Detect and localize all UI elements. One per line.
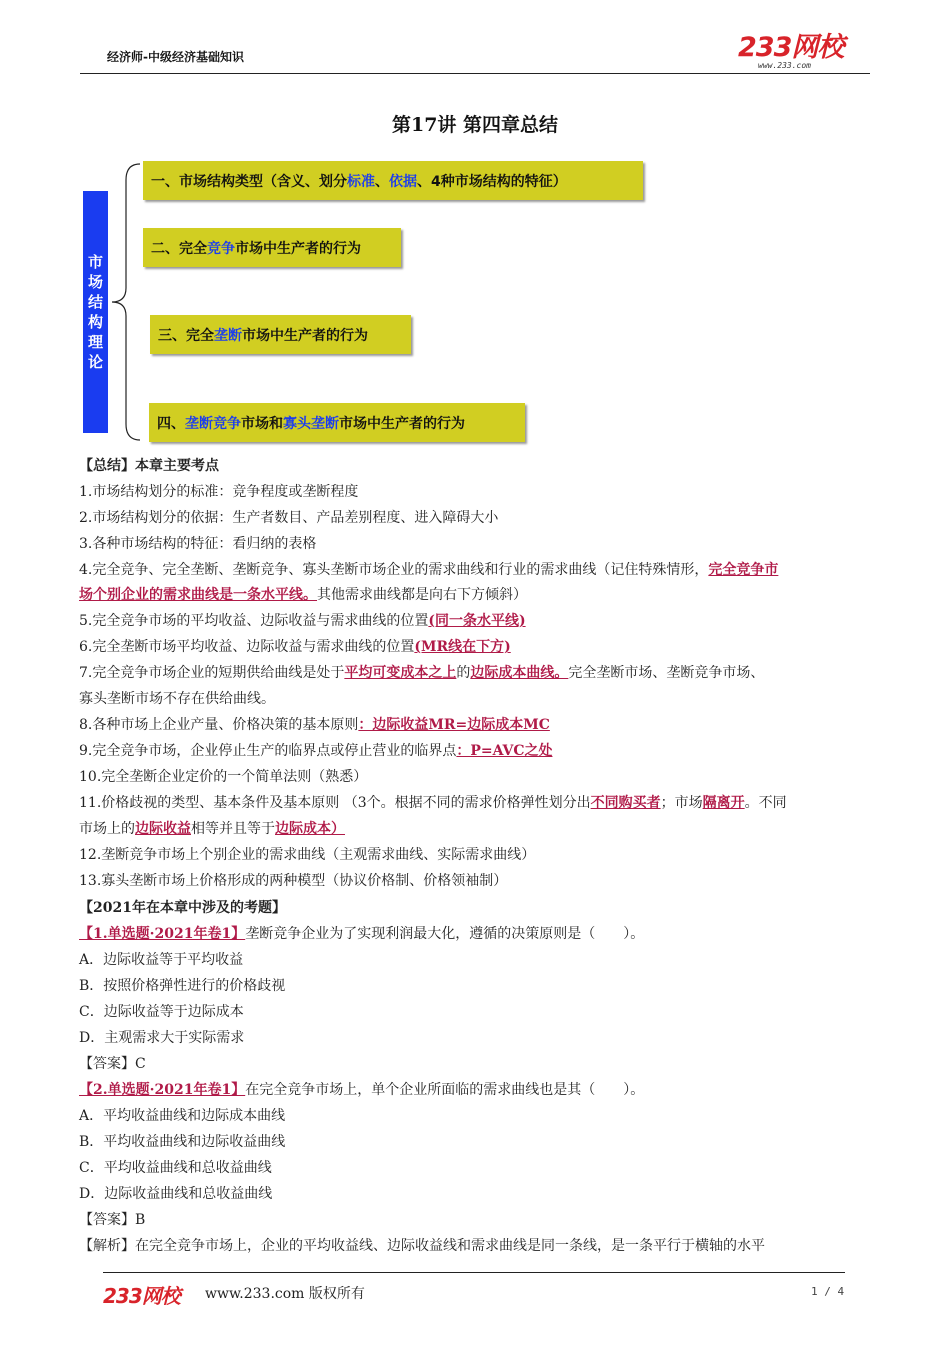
q1-tag: 【1.单选题·2021年卷1】 [79,926,246,942]
p11a-text: 11.价格歧视的类型、基本条件及基本原则 （3个。根据不同的需求价格弹性划分出 [79,795,591,811]
summary-point-7-line1 [79,664,764,682]
page-title: 第17讲 第四章总结 [391,114,559,136]
q1-text: 垄断竞争企业为了实现利润最大化，遵循的决策原则是（ ）。 [245,926,645,942]
q2-tag: 【2.单选题·2021年卷1】 [79,1082,246,1098]
p11a-highlight-2: 隔离开 [702,795,745,811]
p11b-mid: 相等并且等于 [191,821,275,837]
box1-blue-basis: 依据 [389,173,417,190]
box2-blue: 竞争 [207,240,235,257]
p7a-mid: 的 [456,665,471,681]
p11a-highlight-1: 不同购买者 [590,795,661,811]
box4-blue-monopolistic-competition: 垄断竞争 [185,415,241,432]
q2-option-c: C．平均收益曲线和总收益曲线 [79,1160,272,1176]
footer-divider [103,1272,845,1273]
q1-option-c: C．边际收益等于边际成本 [79,1004,244,1020]
summary-point-7-line2: 寡头垄断市场不存在供给曲线。 [79,691,275,707]
p6-text: 6.完全垄断市场平均收益、边际收益与需求曲线的位置 [79,639,415,655]
p7a-tail: 完全垄断市场、垄断竞争市场、 [568,665,765,681]
p11a-mid: ；市场 [660,795,703,811]
header-divider [80,73,870,74]
p11b-highlight-1: 边际收益 [135,821,191,837]
summary-point-12: 12.垄断竞争市场上个别企业的需求曲线（主观需求曲线、实际需求曲线） [79,847,536,863]
logo-text: 233网校 [738,32,844,63]
q1-answer: 【答案】C [79,1056,146,1072]
p4b-highlight: 场个别企业的需求曲线是一条水平线。 [79,587,317,603]
q2-analysis-text: 在完全竞争市场上，企业的平均收益线、边际收益线和需求曲线是同一条线，是一条平行于横轴的水平 [135,1238,765,1254]
q2-option-a: A．平均收益曲线和边际成本曲线 [79,1108,286,1124]
p11a-tail: 。不同 [744,795,787,811]
topic-box-1 [143,161,643,200]
p7a-text: 7.完全竞争市场企业的短期供给曲线是处于 [79,665,345,681]
q1-option-b: B．按照价格弹性进行的价格歧视 [79,978,286,994]
summary-point-11-line2 [79,820,345,838]
vertical-char: 构 [87,313,103,331]
summary-point-2: 2.市场结构划分的依据：生产者数目、产品差别程度、进入障碍大小 [79,510,499,526]
q2-text: 在完全竞争市场上，单个企业所面临的需求曲线也是其（ ）。 [245,1082,645,1098]
topic-box-3 [150,315,411,354]
q2-option-b: B．平均收益曲线和边际收益曲线 [79,1134,286,1150]
p8-text: 8.各种市场上企业产量、价格决策的基本原则 [79,717,359,733]
summary-heading: 【总结】本章主要考点 [79,458,219,474]
summary-point-9 [79,742,552,760]
box4-blue-oligopoly: 寡头垄断 [283,415,339,432]
summary-point-6 [79,638,511,656]
q1-option-a: A．边际收益等于平均收益 [79,952,244,968]
q2-analysis-tag: 【解析】 [79,1238,135,1254]
footer-logo: 233网校 [103,1284,180,1308]
question-1 [79,925,644,943]
box1-suffix: 、4种市场结构的特征） [417,173,567,190]
footer-copyright: www.233.com 版权所有 [205,1286,365,1302]
vertical-char: 场 [87,273,103,291]
box2-prefix: 二、完全 [151,240,207,257]
doc-series-title: 经济师-中级经济基础知识 [107,50,244,64]
summary-point-8 [79,716,550,734]
p6-highlight: (MR线在下方) [414,639,511,655]
p11b-text: 市场上的 [79,821,135,837]
q2-option-d: D．边际收益曲线和总收益曲线 [79,1186,273,1202]
box4-mid: 市场和 [241,415,283,432]
q1-option-d: D．主观需求大于实际需求 [79,1030,245,1046]
vertical-char: 结 [87,293,103,311]
topic-box-4 [149,403,525,442]
vertical-char: 论 [87,353,103,371]
summary-point-10: 10.完全垄断企业定价的一个简单法则（熟悉） [79,769,368,785]
p9-text: 9.完全竞争市场，企业停止生产的临界点或停止营业的临界点 [79,743,457,759]
box2-suffix: 市场中生产者的行为 [235,240,361,257]
p4a-text: 4.完全竞争、完全垄断、垄断竞争、寡头垄断市场企业的需求曲线和行业的需求曲线（记住特殊情形， [79,562,709,578]
topic-box-2 [143,228,401,267]
p9-highlight: ：P=AVC之处 [456,743,553,759]
page-number: 1 / 4 [811,1285,845,1298]
market-structure-theory-label [83,191,108,433]
box3-blue: 垄断 [214,327,242,344]
summary-point-1: 1.市场结构划分的标准：竞争程度或垄断程度 [79,484,359,500]
p4a-highlight: 完全竞争市 [708,562,779,578]
box3-suffix: 市场中生产者的行为 [242,327,368,344]
question-2 [79,1081,644,1099]
summary-point-4-line2 [79,586,527,604]
p5-highlight: (同一条水平线) [428,613,526,629]
summary-point-4-line1 [79,561,778,579]
brace-connector [108,160,144,444]
summary-point-13: 13.寡头垄断市场上价格形成的两种模型（协议价格制、价格领袖制） [79,873,508,889]
box1-prefix: 一、市场结构类型（含义、划分 [151,173,347,190]
exam-heading: 【2021年在本章中涉及的考题】 [79,900,286,916]
summary-point-5 [79,612,526,630]
q2-answer: 【答案】B [79,1212,146,1228]
box3-prefix: 三、完全 [158,327,214,344]
p5-text: 5.完全竞争市场的平均收益、边际收益与需求曲线的位置 [79,613,429,629]
box4-prefix: 四、 [157,415,185,432]
p7a-highlight-2: 边际成本曲线。 [470,665,569,681]
p8-highlight: ：边际收益MR=边际成本MC [358,717,550,733]
vertical-char: 市 [87,253,103,271]
p11b-highlight-2: 边际成本） [275,821,345,837]
box1-blue-standard: 标准 [347,173,375,190]
box1-sep: 、 [375,173,389,190]
summary-point-11-line1 [79,794,787,812]
p4b-text: 其他需求曲线都是向右下方倾斜） [317,587,527,603]
summary-point-3: 3.各种市场结构的特征：看归纳的表格 [79,536,317,552]
box4-suffix: 市场中生产者的行为 [339,415,465,432]
logo-url: www.233.com [758,61,811,70]
q2-analysis [79,1237,765,1255]
p7a-highlight-1: 平均可变成本之上 [344,665,457,681]
vertical-char: 理 [87,333,103,351]
brand-logo [738,34,850,74]
